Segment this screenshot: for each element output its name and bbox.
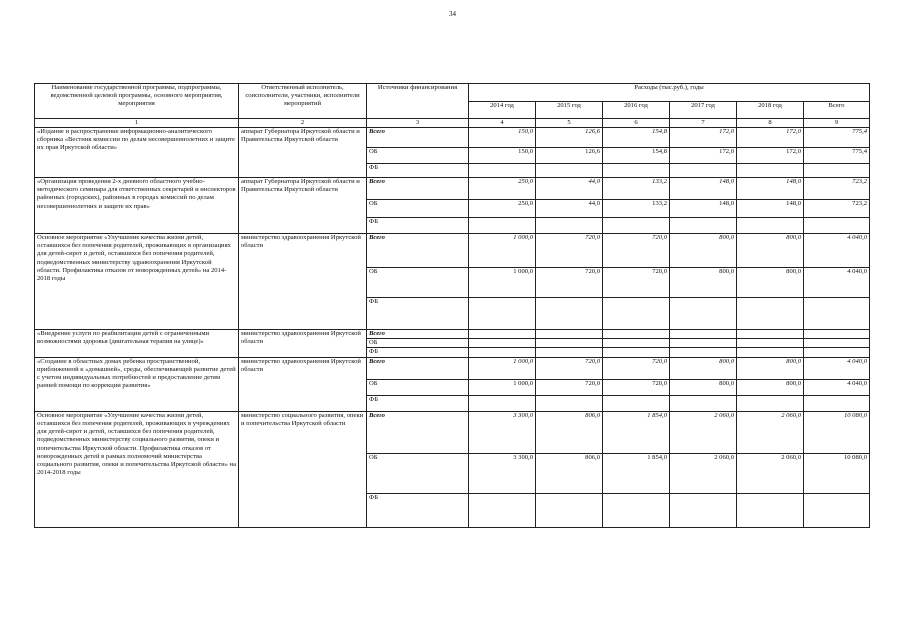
program-name-cell: «Организация проведения 2-х дневного областного учебно-методического семинара для ответственных секретарей и инспекторов районных (городских), районных в городах комиссий по делам несовершеннолетних и защите их прав» — [35, 178, 239, 234]
value-cell — [536, 330, 603, 339]
value-cell: 250,0 — [469, 200, 536, 218]
value-cell: 1 000,0 — [469, 234, 536, 268]
value-cell: 1 000,0 — [469, 268, 536, 298]
value-cell: 154,8 — [603, 148, 670, 164]
value-cell: 2 060,0 — [670, 411, 737, 453]
value-cell: 720,0 — [603, 379, 670, 395]
value-cell: 250,0 — [469, 178, 536, 200]
source-label: ОБ — [367, 379, 469, 395]
value-cell: 44,0 — [536, 178, 603, 200]
value-cell: 720,0 — [536, 268, 603, 298]
table-row — [35, 234, 870, 268]
value-cell: 723,2 — [804, 178, 870, 200]
value-cell — [804, 395, 870, 411]
header-expenses: Расходы (тыс.руб.), годы — [469, 84, 870, 102]
source-label: ОБ — [367, 268, 469, 298]
source-label: Всего — [367, 178, 469, 200]
value-cell — [737, 348, 804, 357]
source-label: ФБ — [367, 493, 469, 527]
value-cell: 720,0 — [536, 379, 603, 395]
value-cell — [670, 164, 737, 178]
value-cell: 806,0 — [536, 411, 603, 453]
value-cell: 172,0 — [670, 148, 737, 164]
value-cell: 126,6 — [536, 148, 603, 164]
value-cell: 150,0 — [469, 128, 536, 148]
header-year-2017: 2017 год — [670, 102, 737, 119]
value-cell — [804, 493, 870, 527]
source-label: Всего — [367, 234, 469, 268]
value-cell — [670, 395, 737, 411]
value-cell: 723,2 — [804, 200, 870, 218]
header-executor: Ответственный исполнитель, соисполнители, участники, исполнители мероприятий — [239, 84, 367, 119]
value-cell: 2 060,0 — [670, 453, 737, 493]
page-number: 34 — [449, 10, 456, 18]
value-cell: 10 080,0 — [804, 411, 870, 453]
value-cell: 4 040,0 — [804, 379, 870, 395]
value-cell — [603, 164, 670, 178]
value-cell — [804, 348, 870, 357]
value-cell — [536, 339, 603, 348]
executor-cell: аппарат Губернатора Иркутской области и Правительства Иркутской области — [239, 178, 367, 234]
value-cell: 720,0 — [536, 234, 603, 268]
value-cell: 44,0 — [536, 200, 603, 218]
value-cell — [737, 164, 804, 178]
executor-cell: министерство социального развития, опеки и попечительства Иркутской области — [239, 411, 367, 527]
value-cell — [804, 298, 870, 330]
value-cell — [603, 493, 670, 527]
header-program: Наименование государственной программы, подпрограммы, ведомственной целевой программы, основного мероприятия, мероприятия — [35, 84, 239, 119]
value-cell — [804, 218, 870, 234]
value-cell — [670, 339, 737, 348]
source-label: ФБ — [367, 218, 469, 234]
value-cell — [737, 395, 804, 411]
value-cell: 1 000,0 — [469, 357, 536, 379]
value-cell — [469, 330, 536, 339]
source-label: ФБ — [367, 298, 469, 330]
value-cell: 172,0 — [670, 128, 737, 148]
value-cell — [670, 348, 737, 357]
header-year-2018: 2018 год — [737, 102, 804, 119]
executor-cell: аппарат Губернатора Иркутской области и Правительства Иркутской области — [239, 128, 367, 178]
value-cell: 720,0 — [603, 234, 670, 268]
value-cell — [603, 339, 670, 348]
source-label: ОБ — [367, 453, 469, 493]
value-cell: 148,0 — [737, 200, 804, 218]
column-number: 5 — [536, 119, 603, 128]
value-cell — [469, 164, 536, 178]
value-cell — [670, 493, 737, 527]
column-number: 6 — [603, 119, 670, 128]
value-cell: 148,0 — [670, 178, 737, 200]
value-cell — [804, 339, 870, 348]
value-cell — [469, 339, 536, 348]
value-cell: 3 300,0 — [469, 453, 536, 493]
header-year-2015: 2015 год — [536, 102, 603, 119]
value-cell: 148,0 — [670, 200, 737, 218]
source-label: ФБ — [367, 395, 469, 411]
budget-table — [34, 83, 870, 528]
value-cell: 800,0 — [737, 268, 804, 298]
source-label: ФБ — [367, 348, 469, 357]
value-cell: 720,0 — [536, 357, 603, 379]
value-cell — [469, 218, 536, 234]
value-cell: 800,0 — [737, 379, 804, 395]
value-cell: 148,0 — [737, 178, 804, 200]
value-cell — [804, 330, 870, 339]
source-label: ФБ — [367, 164, 469, 178]
value-cell: 133,2 — [603, 200, 670, 218]
value-cell — [536, 218, 603, 234]
value-cell: 775,4 — [804, 148, 870, 164]
value-cell — [804, 164, 870, 178]
value-cell — [536, 298, 603, 330]
column-number: 2 — [239, 119, 367, 128]
value-cell — [670, 218, 737, 234]
value-cell: 1 000,0 — [469, 379, 536, 395]
header-total: Всего — [804, 102, 870, 119]
source-label: ОБ — [367, 339, 469, 348]
table-row — [35, 411, 870, 453]
value-cell — [737, 339, 804, 348]
program-name-cell: «Внедрение услуги по реабилитации детей с ограниченными возможностями здоровья (двигательная терапия на улице)» — [35, 330, 239, 358]
value-cell — [737, 298, 804, 330]
column-number: 7 — [670, 119, 737, 128]
value-cell: 800,0 — [670, 234, 737, 268]
value-cell: 2 060,0 — [737, 453, 804, 493]
value-cell: 10 080,0 — [804, 453, 870, 493]
value-cell: 4 040,0 — [804, 234, 870, 268]
value-cell — [603, 395, 670, 411]
value-cell: 150,0 — [469, 148, 536, 164]
value-cell: 800,0 — [737, 234, 804, 268]
value-cell: 2 060,0 — [737, 411, 804, 453]
value-cell — [603, 348, 670, 357]
value-cell — [737, 218, 804, 234]
value-cell — [603, 218, 670, 234]
value-cell — [737, 330, 804, 339]
value-cell: 4 040,0 — [804, 268, 870, 298]
program-name-cell: «Создание в областных домах ребенка пространственной, приближенной к «домашней», среды, обеспечивающей развитие детей с учетом индивидуальных потребностей и предоставление детям ранней помощи по коррекции развития» — [35, 357, 239, 411]
source-label: ОБ — [367, 148, 469, 164]
value-cell: 133,2 — [603, 178, 670, 200]
header-year-2016: 2016 год — [603, 102, 670, 119]
table-row — [35, 357, 870, 379]
value-cell — [536, 164, 603, 178]
executor-cell: министерство здравоохранения Иркутской области — [239, 330, 367, 358]
value-cell — [536, 493, 603, 527]
column-number: 1 — [35, 119, 239, 128]
value-cell: 800,0 — [670, 357, 737, 379]
table-row — [35, 128, 870, 148]
value-cell: 1 854,0 — [603, 453, 670, 493]
value-cell: 3 300,0 — [469, 411, 536, 453]
value-cell: 720,0 — [603, 357, 670, 379]
value-cell — [670, 298, 737, 330]
executor-cell: министерство здравоохранения Иркутской области — [239, 357, 367, 411]
source-label: Всего — [367, 128, 469, 148]
source-label: Всего — [367, 330, 469, 339]
column-number: 8 — [737, 119, 804, 128]
value-cell — [469, 298, 536, 330]
value-cell — [469, 348, 536, 357]
value-cell: 806,0 — [536, 453, 603, 493]
source-label: Всего — [367, 411, 469, 453]
value-cell: 775,4 — [804, 128, 870, 148]
value-cell — [536, 348, 603, 357]
value-cell — [603, 330, 670, 339]
value-cell — [536, 395, 603, 411]
table-row — [35, 178, 870, 200]
column-number: 3 — [367, 119, 469, 128]
budget-body — [35, 128, 870, 528]
value-cell — [469, 493, 536, 527]
source-label: ОБ — [367, 200, 469, 218]
executor-cell: министерство здравоохранения Иркутской области — [239, 234, 367, 330]
column-number: 9 — [804, 119, 870, 128]
value-cell: 1 854,0 — [603, 411, 670, 453]
source-label: Всего — [367, 357, 469, 379]
table-row — [35, 330, 870, 339]
value-cell: 800,0 — [670, 268, 737, 298]
value-cell — [469, 395, 536, 411]
value-cell: 4 040,0 — [804, 357, 870, 379]
header-year-2014: 2014 год — [469, 102, 536, 119]
program-name-cell: Основное мероприятие «Улучшение качества жизни детей, оставшихся без попечения родителей, проживающих в организациях для детей-сирот и детей, оставшихся без попечения родителей, подведомственных министерству здравоохранения Иркутской области. Профилактика отказов от новорожденных детей» на 2014-2018 годы — [35, 234, 239, 330]
value-cell: 172,0 — [737, 128, 804, 148]
value-cell: 800,0 — [737, 357, 804, 379]
value-cell: 126,6 — [536, 128, 603, 148]
value-cell — [670, 330, 737, 339]
header-source: Источники финансирования — [367, 84, 469, 119]
value-cell: 154,8 — [603, 128, 670, 148]
value-cell: 172,0 — [737, 148, 804, 164]
value-cell: 800,0 — [670, 379, 737, 395]
value-cell: 720,0 — [603, 268, 670, 298]
value-cell — [737, 493, 804, 527]
column-number: 4 — [469, 119, 536, 128]
value-cell — [603, 298, 670, 330]
program-name-cell: «Издание и распространение информационно-аналитического сборника «Вестник комиссии по делам несовершеннолетних и защите их прав Иркутской области» — [35, 128, 239, 178]
program-name-cell: Основное мероприятие «Улучшение качества жизни детей, оставшихся без попечения родителей, проживающих в учреждениях для детей-сирот и детей, оставшихся без попечения родителей, подведомственных министерству социального развития, опеки и попечительства Иркутской области. Профилактика отказов от новорожденных детей в рамках полномочий министерства социального развития, опеки и попечительства Иркутской области» на 2014-2018 годы — [35, 411, 239, 527]
